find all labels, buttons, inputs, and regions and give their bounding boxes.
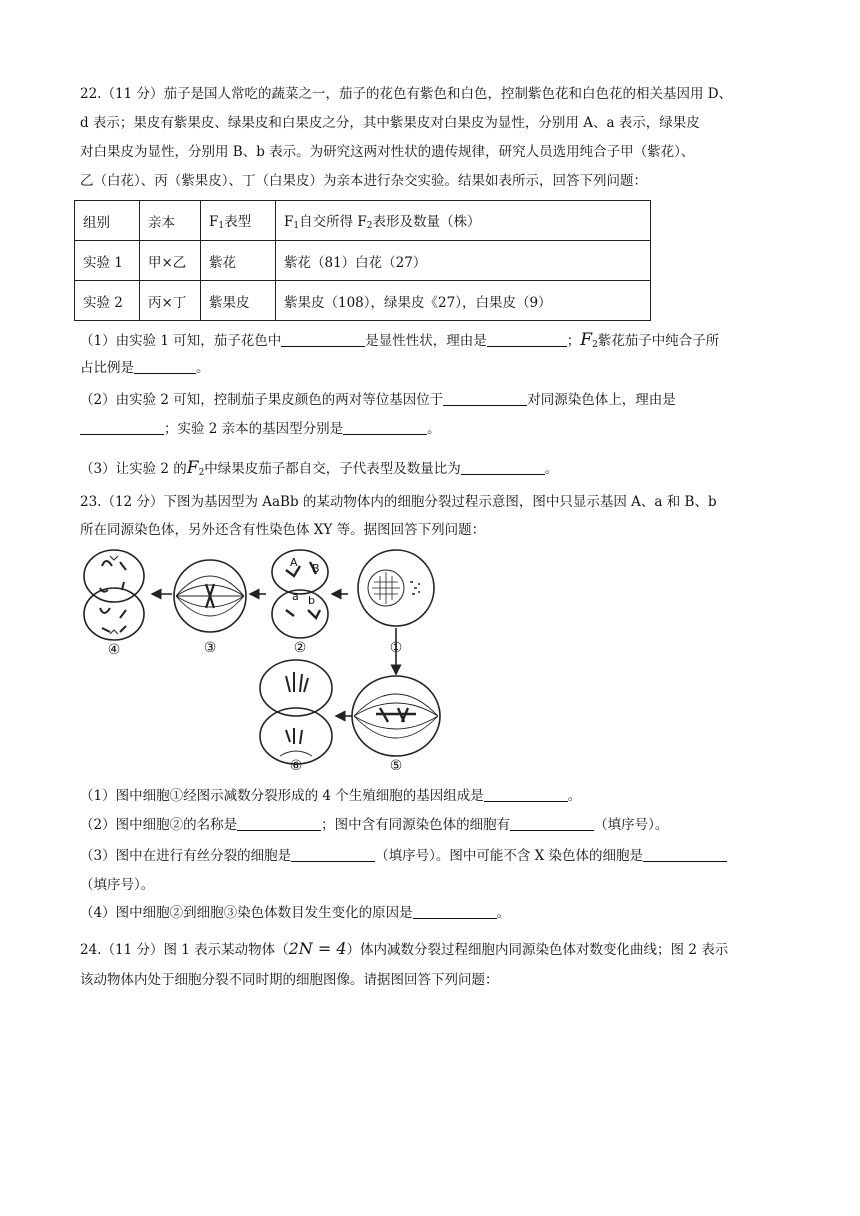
q24-line-1: 24.（11 分）图 1 表示某动物体（2N = 4）体内减数分裂过程细胞内同源染色体对数变化曲线；图 2 表示 <box>80 939 729 958</box>
cell-3 <box>174 560 246 632</box>
figure-label-5: ⑤ <box>389 758 403 770</box>
q22-line-2: d 表示；果皮有紫果皮、绿果皮和白果皮之分，其中紫果皮对白果皮为显性，分别用 A、a 表示，绿果皮 <box>80 115 700 131</box>
q22-line-1: 22.（11 分）茄子是国人常吃的蔬菜之一，茄子的花色有紫色和白色，控制紫色花和白色花的相关基因用 D、 <box>80 86 733 102</box>
cell-4 <box>84 550 144 640</box>
header-parent: 亲本 <box>140 201 201 241</box>
cell-f1: 紫花 <box>201 241 276 281</box>
table-row <box>75 281 651 321</box>
q22-sub1-cont: 占比例是 。 <box>80 360 210 376</box>
table-row <box>75 241 651 281</box>
cell-parent: 丙×丁 <box>140 281 201 321</box>
answer-blank[interactable] <box>237 816 321 831</box>
answer-blank[interactable] <box>80 420 164 435</box>
figure-label-6: ⑥ <box>289 758 303 770</box>
answer-blank[interactable] <box>643 847 727 862</box>
q23-sub2: （2）图中细胞②的名称是 ；图中含有同源染色体的细胞有 （填序号）。 <box>80 817 669 833</box>
q22-sub3: （3）让实验 2 的$F_2$中绿果皮茄子都自交，子代表型及数量比为 。 <box>80 458 559 478</box>
q23-sub3-cont: （填序号）。 <box>80 877 155 893</box>
cell-group: 实验 2 <box>75 281 140 321</box>
answer-blank[interactable] <box>134 359 196 374</box>
answer-blank[interactable] <box>413 904 497 919</box>
answer-blank[interactable] <box>484 787 568 802</box>
cell-parent: 甲×乙 <box>140 241 201 281</box>
gene-label: b <box>308 594 315 607</box>
gene-label: a <box>292 590 299 603</box>
answer-blank[interactable] <box>487 332 567 347</box>
table-header-row <box>75 201 651 241</box>
cell-f1: 紫果皮 <box>201 281 276 321</box>
cell-f2: 紫花（81）白花（27） <box>276 241 651 281</box>
q23-sub3: （3）图中在进行有丝分裂的细胞是 （填序号）。图中可能不含 X 染色体的细胞是 <box>80 847 727 865</box>
q23-line-2: 所在同源染色体，另外还含有性染色体 XY 等。据图回答下列问题： <box>80 522 486 538</box>
answer-blank[interactable] <box>291 847 375 862</box>
answer-blank[interactable] <box>281 332 365 347</box>
cell-1 <box>358 550 434 626</box>
q22-line-3: 对白果皮为显性，分别用 B、b 表示。为研究这两对性状的遗传规律，研究人员选用纯合子甲（紫花）、 <box>80 144 695 160</box>
cell-f2: 紫果皮（108），绿果皮《27），白果皮（9） <box>276 281 651 321</box>
cell-2 <box>272 550 328 638</box>
q22-line-4: 乙（白花）、丙（紫果皮）、丁（白果皮）为亲本进行杂交实验。结果如表所示，回答下列问题： <box>80 173 647 189</box>
answer-blank[interactable] <box>461 460 545 475</box>
answer-blank[interactable] <box>343 420 427 435</box>
q24-line-2: 该动物体内处于细胞分裂不同时期的细胞图像。请据图回答下列问题： <box>80 972 499 988</box>
formula: 2N = 4 <box>288 939 347 958</box>
answer-blank[interactable] <box>510 816 594 831</box>
experiment-table <box>74 200 651 321</box>
figure-label-1: ① <box>389 640 403 656</box>
header-f1: $F_1$表型 <box>201 201 276 241</box>
q23-sub4: （4）图中细胞②到细胞③染色体数目发生变化的原因是 。 <box>80 905 511 921</box>
gene-label: B <box>312 562 320 575</box>
gene-label: A <box>290 556 298 569</box>
q23-sub1: （1）图中细胞①经图示减数分裂形成的 4 个生殖细胞的基因组成是 。 <box>80 788 582 804</box>
q22-sub2: （2）由实验 2 可知，控制茄子果皮颜色的两对等位基因位于 对同源染色体上，理由是 <box>80 392 676 408</box>
figure-label-4: ④ <box>107 642 121 658</box>
cell-5 <box>352 676 440 756</box>
cell-division-figure <box>80 548 460 770</box>
answer-blank[interactable] <box>443 391 527 406</box>
cell-6 <box>260 660 332 764</box>
q22-sub1: （1）由实验 1 可知，茄子花色中 是显性性状，理由是 ；$F_2$紫花茄子中纯合子所 <box>80 330 720 350</box>
q23-line-1: 23.（12 分）下图为基因型为 AaBb 的某动物体内的细胞分裂过程示意图，图中只显示基因 A、a 和 B、b <box>80 494 717 510</box>
header-group: 组别 <box>75 201 140 241</box>
header-f2: $F_1$自交所得 $F_2$表形及数量（株） <box>276 201 651 241</box>
figure-label-2: ② <box>293 640 307 656</box>
cell-group: 实验 1 <box>75 241 140 281</box>
figure-label-3: ③ <box>203 640 217 656</box>
q22-sub2-cont: ；实验 2 亲本的基因型分别是 。 <box>80 420 441 438</box>
